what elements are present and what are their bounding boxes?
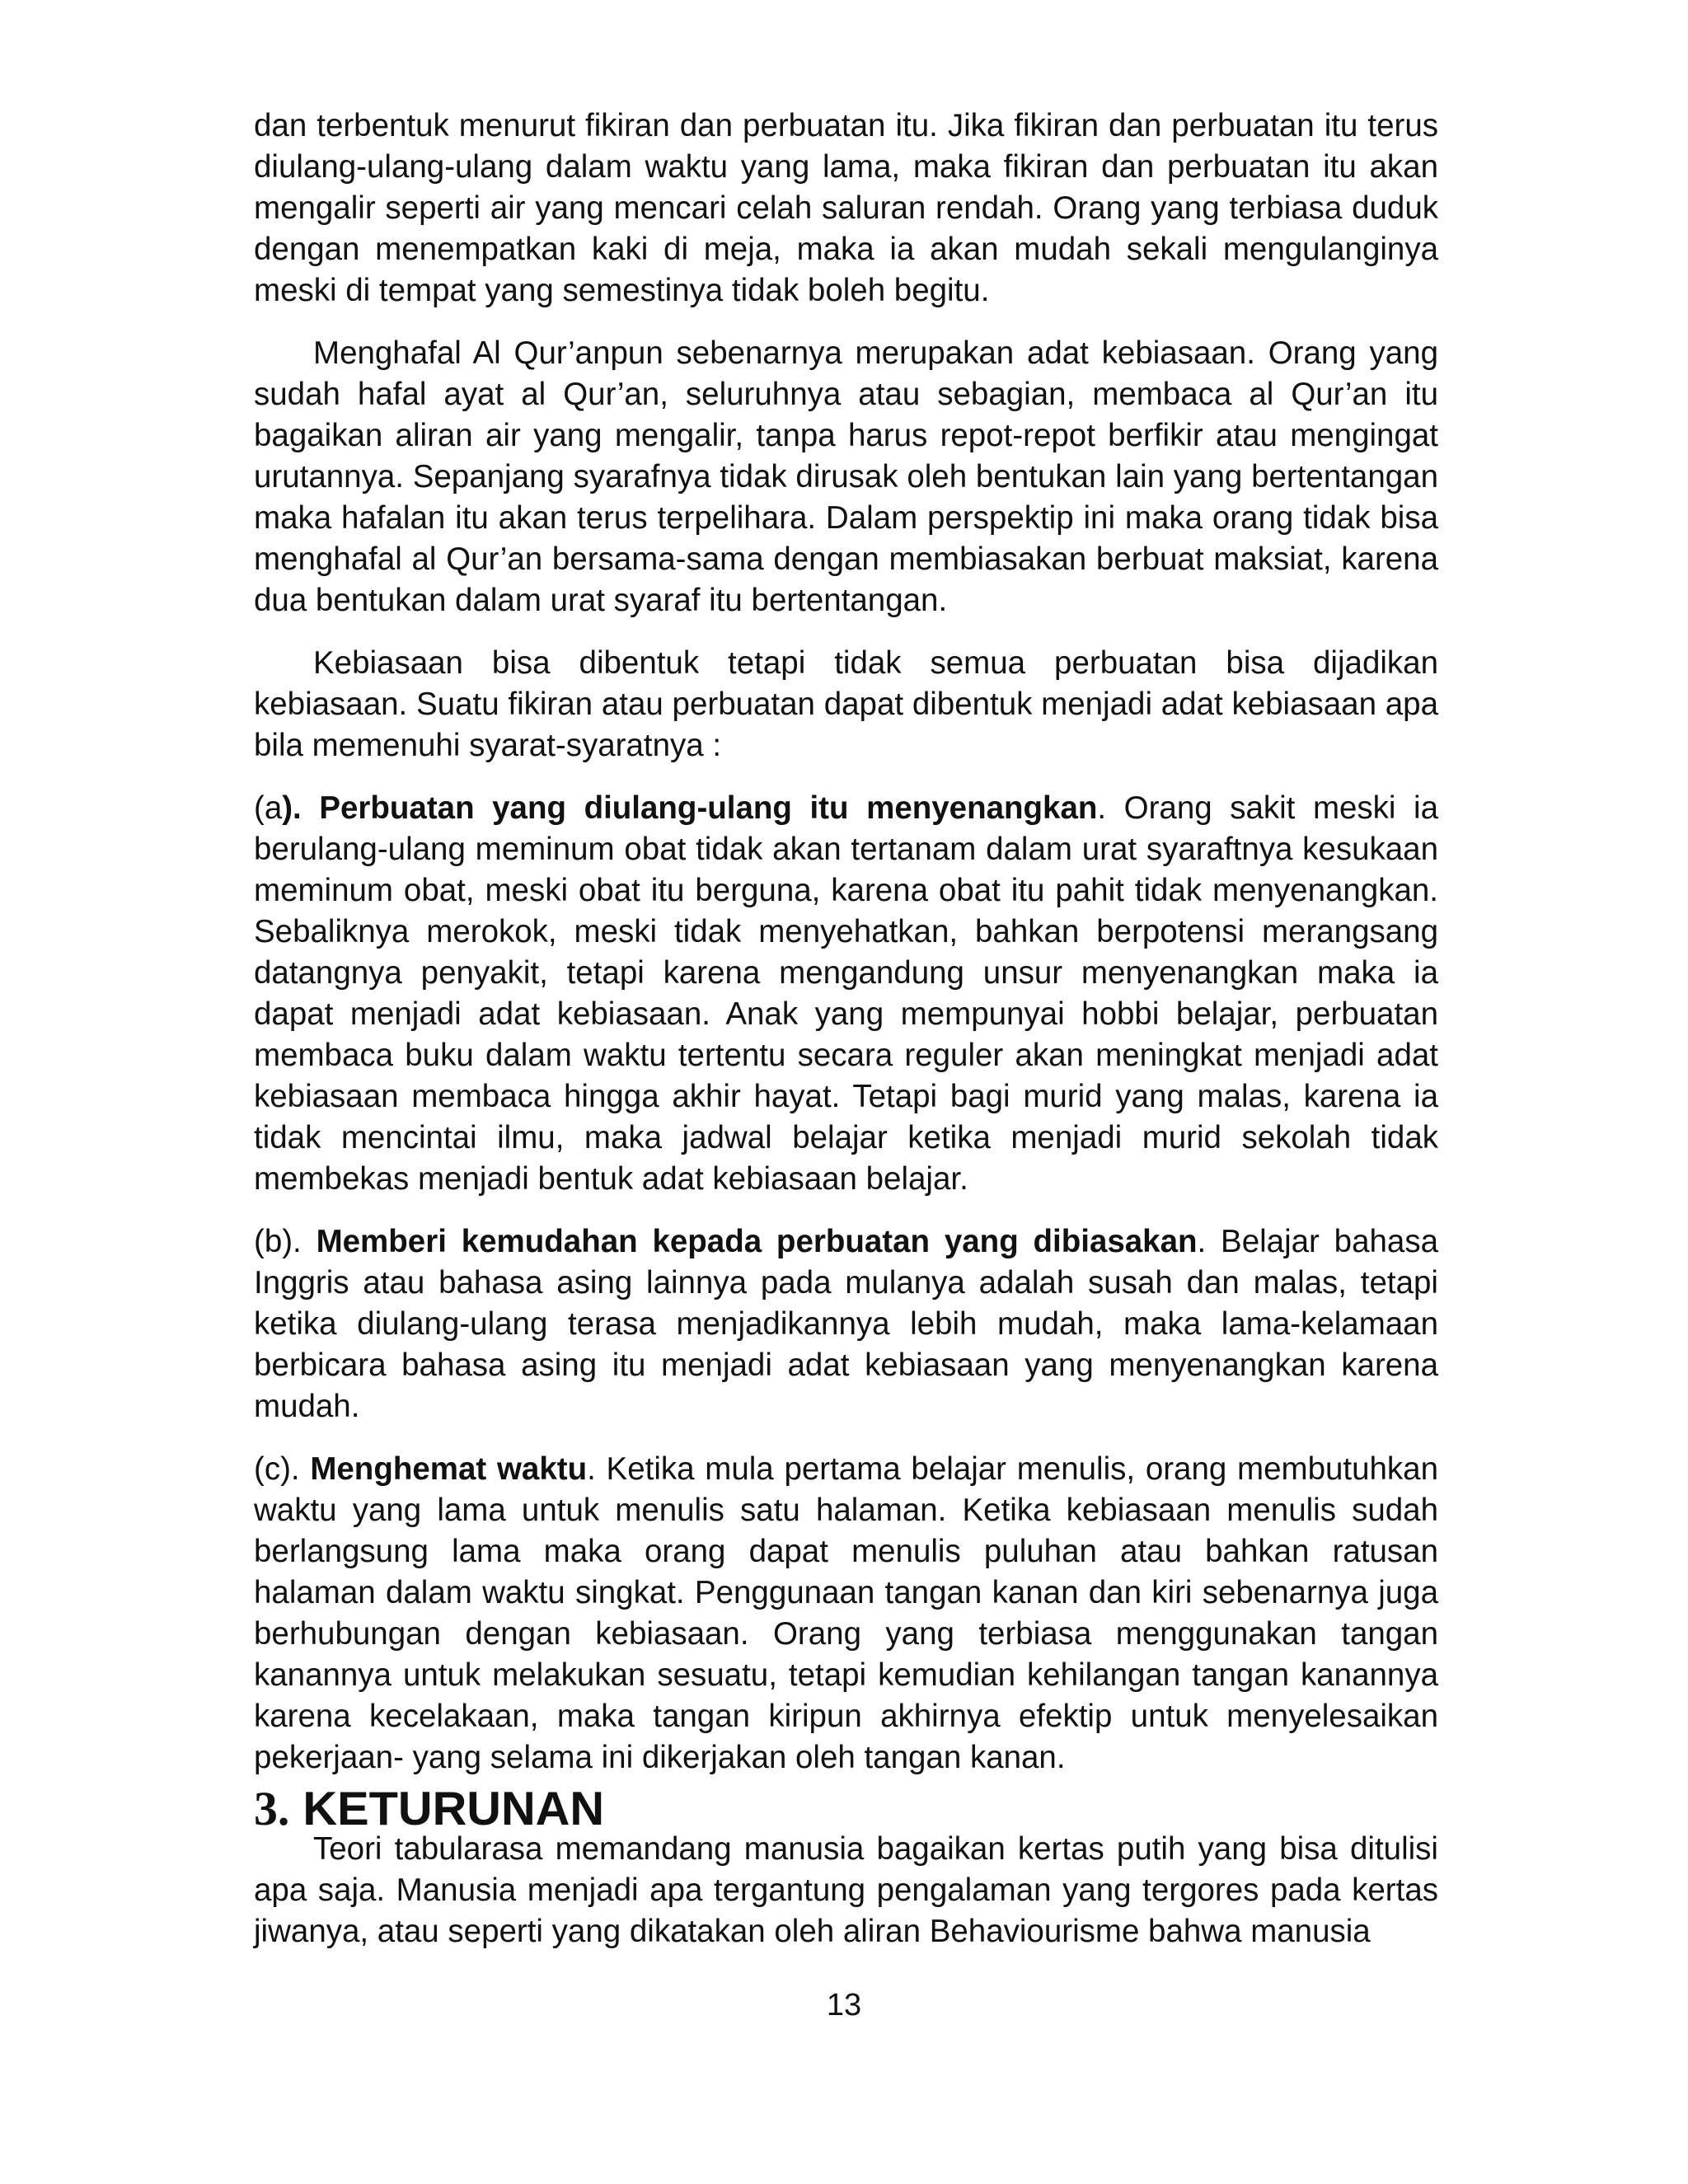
page-number: 13 — [826, 1988, 862, 2022]
paragraph-habit-requirements — [254, 643, 1438, 766]
condition-a-paragraph — [254, 788, 1438, 1200]
paragraph-text: Menghafal Al Qur’anpun sebenarnya merupakan adat kebiasaan. Orang yang sudah hafal ayat al Qur’an, seluruhnya atau sebagian, membaca al Qur’an itu bagaikan aliran air yang mengalir, tanpa harus repot-repot berfikir atau mengingat urutannya. Sepanjang syarafnya tidak dirusak oleh bentukan lain yang bertentangan maka hafalan itu akan terus terpelihara. Dalam perspektip ini maka orang tidak bisa menghafal al Qur’an bersama-sama dengan membiasakan berbuat maksiat, karena dua bentukan dalam urat syaraf itu bertentangan. — [254, 335, 1438, 618]
condition-c-prefix: (c). — [254, 1451, 311, 1487]
section-paragraph — [254, 1829, 1438, 1952]
section-heading — [254, 1783, 1438, 1835]
page-body — [254, 105, 1438, 1952]
condition-b-title: Memberi kemudahan kepada perbuatan yang dibiasakan — [316, 1224, 1198, 1259]
paragraph-habit-formation — [254, 105, 1438, 312]
paragraph-text: Teori tabularasa memandang manusia bagaikan kertas putih yang bisa ditulisi apa saja. Manusia menjadi apa tergantung pengalaman yang tergores pada kertas jiwanya, atau seperti yang dikatakan oleh aliran Behaviourisme bahwa manusia — [254, 1831, 1438, 1949]
condition-c-title: Menghemat waktu — [310, 1451, 588, 1487]
condition-b-paragraph — [254, 1221, 1438, 1427]
condition-b-text: . Belajar bahasa Inggris atau bahasa asing lainnya pada mulanya adalah susah dan malas, tetapi ketika diulang-ulang terasa menjadikannya lebih mudah, maka lama-kelamaan berbicara bahasa asing itu menjadi adat kebiasaan yang menyenangkan karena mudah. — [254, 1224, 1438, 1424]
condition-c-paragraph — [254, 1449, 1438, 1779]
section-number: 3. — [254, 1783, 290, 1835]
condition-b-prefix: (b). — [254, 1224, 316, 1259]
condition-a-title: ). Perbuatan yang diulang-ulang itu menyenangkan — [282, 790, 1098, 826]
paragraph-text: dan terbentuk menurut fikiran dan perbuatan itu. Jika fikiran dan perbuatan itu terus diulang-ulang-ulang dalam waktu yang lama, maka fikiran dan perbuatan itu akan mengalir seperti air yang mencari celah saluran rendah. Orang yang terbiasa duduk dengan menempatkan kaki di meja, maka ia akan mudah sekali mengulanginya meski di tempat yang semestinya tidak boleh begitu. — [254, 108, 1438, 308]
section-title: KETURUNAN — [302, 1783, 605, 1835]
condition-c-text: . Ketika mula pertama belajar menulis, orang membutuhkan waktu yang lama untuk menulis satu halaman. Ketika kebiasaan menulis sudah berlangsung lama maka orang dapat menulis puluhan atau bahkan ratusan halaman dalam waktu singkat. Penggunaan tangan kanan dan kiri sebenarnya juga berhubungan dengan kebiasaan. Orang yang terbiasa menggunakan tangan kanannya untuk melakukan sesuatu, tetapi kemudian kehilangan tangan kanannya karena kecelakaan, maka tangan kiripun akhirnya efektip untuk menyelesaikan pekerjaan- yang selama ini dikerjakan oleh tangan kanan. — [254, 1451, 1438, 1775]
paragraph-text: Kebiasaan bisa dibentuk tetapi tidak semua perbuatan bisa dijadikan kebiasaan. Suatu fikiran atau perbuatan dapat dibentuk menjadi adat kebiasaan apa bila memenuhi syarat-syaratnya : — [254, 645, 1438, 763]
condition-a-text: . Orang sakit meski ia berulang-ulang meminum obat tidak akan tertanam dalam urat syaraftnya kesukaan meminum obat, meski obat itu berguna, karena obat itu pahit tidak menyenangkan. Sebaliknya merokok, meski tidak menyehatkan, bahkan berpotensi merangsang datangnya penyakit, tetapi karena mengandung unsur menyenangkan maka ia dapat menjadi adat kebiasaan. Anak yang mempunyai hobbi belajar, perbuatan membaca buku dalam waktu tertentu secara reguler akan meningkat menjadi adat kebiasaan membaca hingga akhir hayat. Tetapi bagi murid yang malas, karena ia tidak mencintai ilmu, maka jadwal belajar ketika menjadi murid sekolah tidak membekas menjadi bentuk adat kebiasaan belajar. — [254, 790, 1439, 1197]
condition-a-prefix: (a — [254, 790, 283, 826]
paragraph-memorizing-quran — [254, 333, 1438, 621]
